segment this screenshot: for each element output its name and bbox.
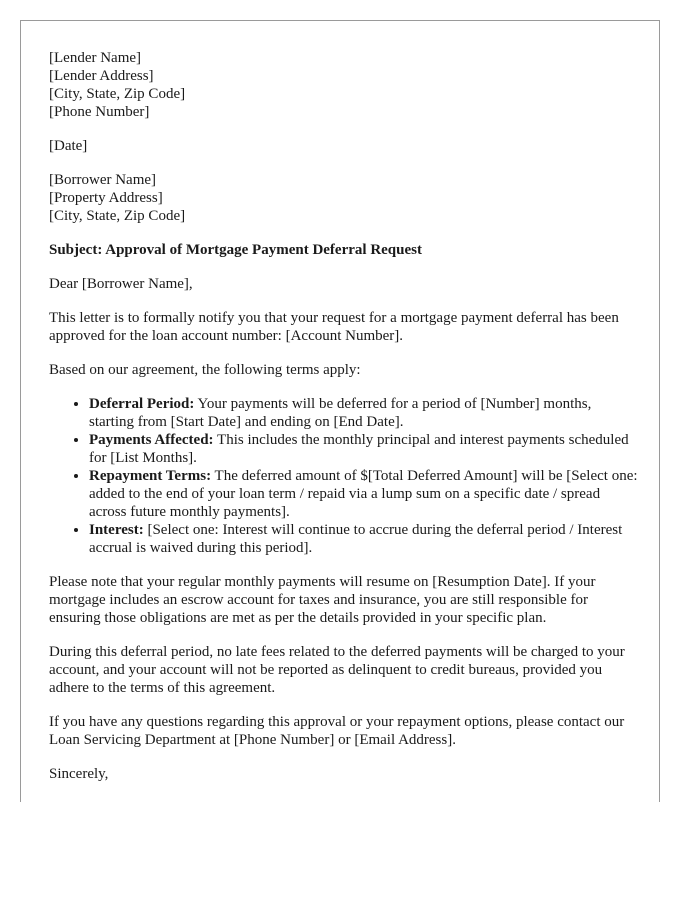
lender-name: [Lender Name]: [49, 50, 142, 66]
closing: Sincerely,: [49, 766, 109, 782]
contact-paragraph: If you have any questions regarding this approval or your repayment options, please contact our Loan Servicing Department at [Phone Number] or [Email Address].: [49, 714, 625, 748]
late-fees-paragraph: During this deferral period, no late fees related to the deferred payments will be charged to your account, and your account will not be reported as delinquent to credit bureaus, provided you adhere to the terms of this agreement.: [49, 644, 625, 696]
term-item: [89, 395, 639, 431]
lender-phone: [Phone Number]: [49, 104, 150, 120]
term-label: Repayment Terms:: [89, 468, 212, 484]
property-address: [Property Address]: [49, 190, 163, 206]
date-line: [Date]: [49, 138, 88, 154]
terms-intro: Based on our agreement, the following terms apply:: [49, 362, 361, 378]
term-label: Payments Affected:: [89, 432, 214, 448]
term-text: Your payments will be deferred for a period of [Number] months, starting from [Start Date] and ending on [End Date].: [89, 396, 592, 430]
term-label: Interest:: [89, 522, 144, 538]
term-text: This includes the monthly principal and interest payments scheduled for [List Months].: [89, 432, 629, 466]
term-item: [89, 521, 639, 557]
term-item: [89, 431, 639, 467]
lender-address: [Lender Address]: [49, 68, 154, 84]
term-text: [Select one: Interest will continue to accrue during the deferral period / Interest accrual is waived during this period].: [89, 522, 623, 556]
borrower-block: [49, 171, 639, 225]
borrower-name: [Borrower Name]: [49, 172, 157, 188]
letter-page: [20, 20, 660, 802]
terms-list: [49, 395, 639, 557]
subject-line: Subject: Approval of Mortgage Payment Deferral Request: [49, 242, 422, 258]
lender-block: [49, 49, 639, 121]
borrower-city-state-zip: [City, State, Zip Code]: [49, 208, 186, 224]
resumption-paragraph: Please note that your regular monthly payments will resume on [Resumption Date]. If your mortgage includes an escrow account for taxes and insurance, you are still responsible for ensuring those obligations are met as per the details provided in your specific plan.: [49, 574, 596, 626]
term-label: Deferral Period:: [89, 396, 195, 412]
lender-city-state-zip: [City, State, Zip Code]: [49, 86, 186, 102]
salutation: Dear [Borrower Name],: [49, 276, 193, 292]
term-text: The deferred amount of $[Total Deferred Amount] will be [Select one: added to the end of your loan term / repaid via a lump sum on a specific date / spread across future monthly payments].: [89, 468, 638, 520]
term-item: [89, 467, 639, 521]
intro-paragraph: This letter is to formally notify you that your request for a mortgage payment deferral has been approved for the loan account number: [Account Number].: [49, 310, 619, 344]
letter-content: [49, 49, 639, 799]
